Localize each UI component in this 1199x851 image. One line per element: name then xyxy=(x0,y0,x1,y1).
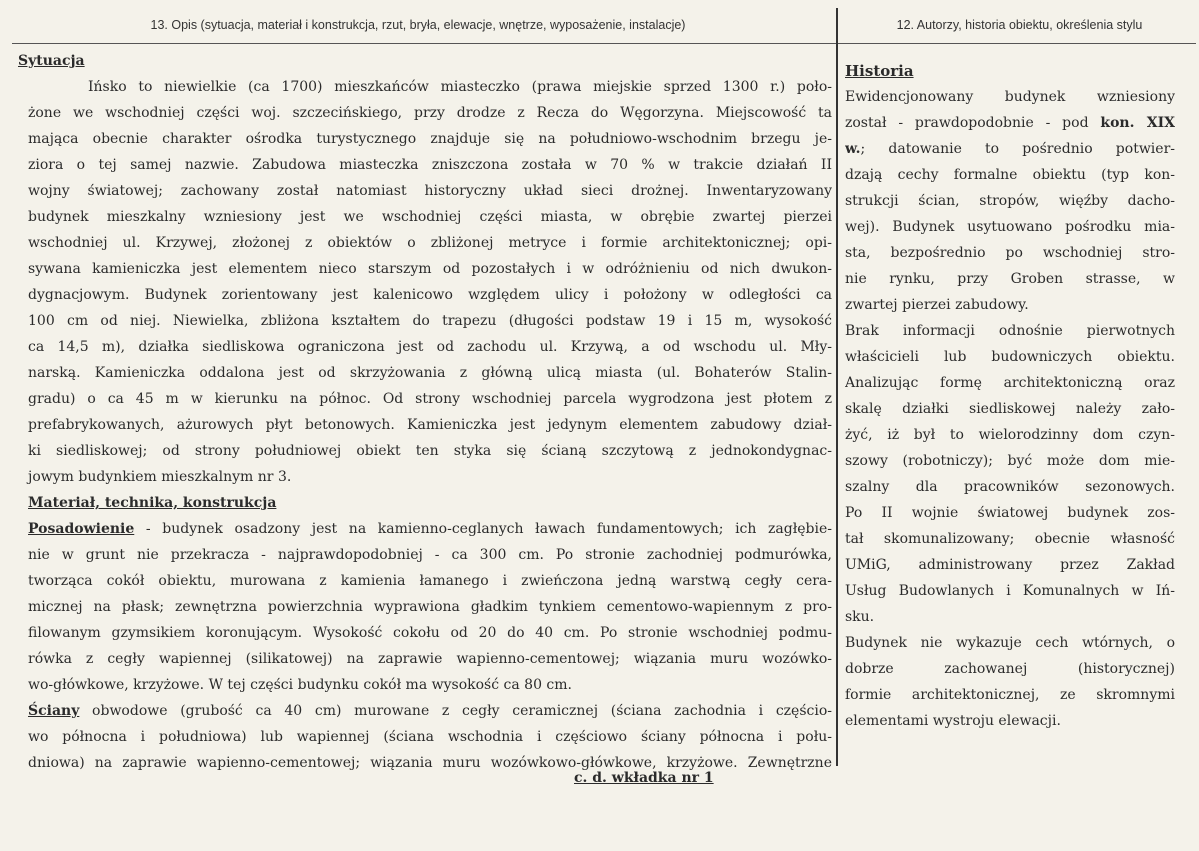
sciany-first-line xyxy=(14,698,832,724)
text-line: nie w grunt nie przekracza - najprawdopodobniej - ca 300 cm. Po stronie zachodniej podmurówka, xyxy=(28,547,832,563)
history-line: skalę działki siedliskowej należy zało- xyxy=(845,401,1175,417)
text-line: tworząca cokół obiektu, murowana z kamienia łamanego i zwieńczona jedną warstwą cegły cera- xyxy=(28,573,832,589)
text-line: rówka z cegły wapiennej (silikatowej) na zaprawie wapienno-cementowej; wiązania muru wozówko- xyxy=(28,651,832,667)
text-line: mająca obecnie charakter ośrodka turystycznego znajduje się na południowo-wschodnim brzegu je- xyxy=(28,131,832,147)
history-line: Ewidencjonowany budynek wzniesiony xyxy=(845,89,1175,105)
description-column xyxy=(14,48,832,776)
text-line: sywana kamieniczka jest elementem nieco starszym od pozostałych i w odróżnieniu od nich dwukon- xyxy=(28,261,832,277)
history-line: sta, bezpośrednio po wschodniej stro- xyxy=(845,245,1175,261)
text-line: gradu) o ca 45 m w kierunku na północ. Od strony wschodniej parcela wygrodzona jest płotem z xyxy=(28,391,832,407)
text-line: prefabrykowanych, ażurowych płyt betonowych. Kamieniczka jest jedynym elementem zabudowy dział- xyxy=(28,417,832,433)
sciany-label: Ściany xyxy=(28,703,80,719)
text-line: ki siedliskowej; od strony południowej obiekt ten styka się ścianą szczytową z jednokondygnac- xyxy=(28,443,832,459)
text-line: wschodniej ul. Krzywej, złożonej z obiektów o zbliżonej metryce i formie architektonicznej; opi- xyxy=(28,235,832,251)
sytuacja-heading: Sytuacja xyxy=(18,53,85,69)
history-line: dzają cechy formalne obiektu (typ kon- xyxy=(845,167,1175,183)
text-line: ca 14,5 m), działka siedliskowa ograniczona jest od zachodu ul. Krzywą, a od wschodu ul. Mły- xyxy=(28,339,832,355)
history-line: UMiG, administrowany przez Zakład xyxy=(845,557,1175,573)
history-line: tał skomunalizowany; obecnie własność xyxy=(845,531,1175,547)
text-line: narską. Kamieniczka oddalona jest od skrzyżowania z główną ulicą miasta (ul. Bohaterów Stalin- xyxy=(28,365,832,381)
history-line xyxy=(845,136,1175,162)
text-line: żone we wschodniej części woj. szczecińskiego, przy drodze z Recza do Węgorzyna. Miejscowość ta xyxy=(28,105,832,121)
text-line: Ińsko to niewielkie (ca 1700) mieszkańców miasteczko (prawa miejskie sprzed 1300 r.) poło- xyxy=(88,79,832,95)
history-line: właścicieli lub budowniczych obiektu. xyxy=(845,349,1175,365)
text-line: wojny światowej; zachowany został natomiast historyczny układ sieci drożnej. Inwentaryzowany xyxy=(28,183,832,199)
date-emphasis: w. xyxy=(845,141,861,157)
history-text: ; datowanie to pośrednio potwier- xyxy=(860,141,1175,157)
historia-heading: Historia xyxy=(845,62,914,80)
text-line: jowym budynkiem mieszkalnym nr 3. xyxy=(28,469,292,485)
text-line: dniowa) na zaprawie wapienno-cementowej; wiązania muru wozówkowo-główkowe, krzyżowe. Zewnętrzne xyxy=(28,755,832,771)
text-line: filowanym gzymsikiem koronującym. Wysokość cokołu od 20 do 40 cm. Po stronie wschodniej podmu- xyxy=(28,625,832,641)
posadowienie-label: Posadowienie xyxy=(28,521,135,537)
text-line: wo północna i południowa) lub wapiennej (ściana wschodnia i częściowo ściany północna i połu- xyxy=(28,729,832,745)
history-line: Usług Budowlanych i Komunalnych w Iń- xyxy=(845,583,1175,599)
posadowienie-text: - budynek osadzony jest na kamienno-ceglanych ławach fundamentowych; ich zagłębie- xyxy=(134,521,832,537)
history-column xyxy=(845,48,1175,734)
history-paragraph xyxy=(845,162,1175,734)
section-13-header: 13. Opis (sytuacja, materiał i konstrukcja, rzut, bryła, elewacje, wnętrze, wyposażenie, instalacje) xyxy=(150,18,686,32)
history-line: strukcji ścian, stropów, więźby dacho- xyxy=(845,193,1175,209)
history-line: szalny dla pracowników sezonowych. xyxy=(845,479,1175,495)
posadowienie-first-line xyxy=(14,516,832,542)
text-line: dygnacjowym. Budynek zorientowany jest kalenicowo względem ulicy i położony w odległości ca xyxy=(28,287,832,303)
history-line: Brak informacji odnośnie pierwotnych xyxy=(845,323,1175,339)
history-line: Po II wojnie światowej budynek zos- xyxy=(845,505,1175,521)
header-divider xyxy=(12,43,1196,44)
history-line: wej). Budynek usytuowano pośrodku mia- xyxy=(845,219,1175,235)
column-divider xyxy=(836,8,838,766)
history-line: dobrze zachowanej (historycznej) xyxy=(845,661,1175,677)
sciany-paragraph xyxy=(14,724,832,776)
history-line xyxy=(845,110,1175,136)
continuation-note: c. d. wkładka nr 1 xyxy=(574,770,714,786)
history-line: formie architektonicznej, ze skromnymi xyxy=(845,687,1175,703)
text-line: budynek mieszkalny wzniesiony jest we wschodniej części miasta, w obrębie zwartej pierzei xyxy=(28,209,832,225)
posadowienie-paragraph xyxy=(14,542,832,698)
history-line: Budynek nie wykazuje cech wtórnych, o xyxy=(845,635,1175,651)
sciany-text: obwodowe (grubość ca 40 cm) murowane z cegły ceramicznej (ściana zachodnia i częścio- xyxy=(79,703,832,719)
text-line: 100 cm od niej. Niewielka, zbliżona kształtem do trapezu (długości podstaw 19 i 15 m, wysokość xyxy=(28,313,832,329)
section-12-header: 12. Autorzy, historia obiektu, określenia stylu xyxy=(896,18,1143,32)
text-line: micznej na płask; zewnętrzna powierzchnia wyprawiona gładkim tynkiem cementowo-wapiennym z pro- xyxy=(28,599,832,615)
history-line: żyć, iż był to wielorodzinny dom czyn- xyxy=(845,427,1175,443)
sytuacja-paragraph xyxy=(14,74,832,490)
history-line: sku. xyxy=(845,609,875,625)
text-line: ziora o tej samej nazwie. Zabudowa miasteczka zniszczona została w 70 % w trakcie działań II xyxy=(28,157,832,173)
history-line: nie rynku, przy Groben strasse, w xyxy=(845,271,1175,287)
history-line: zwartej pierzei zabudowy. xyxy=(845,297,1029,313)
history-text: został - prawdopodobnie - pod xyxy=(845,115,1101,131)
material-heading: Materiał, technika, konstrukcja xyxy=(28,495,277,511)
text-line: wo-główkowe, krzyżowe. W tej części budynku cokół ma wysokość ca 80 cm. xyxy=(28,677,572,693)
history-line: Analizując formę architektoniczną oraz xyxy=(845,375,1175,391)
history-line: elementami wystroju elewacji. xyxy=(845,713,1061,729)
date-emphasis: kon. XIX xyxy=(1100,115,1175,131)
history-line: szowy (robotniczy); być może dom mie- xyxy=(845,453,1175,469)
